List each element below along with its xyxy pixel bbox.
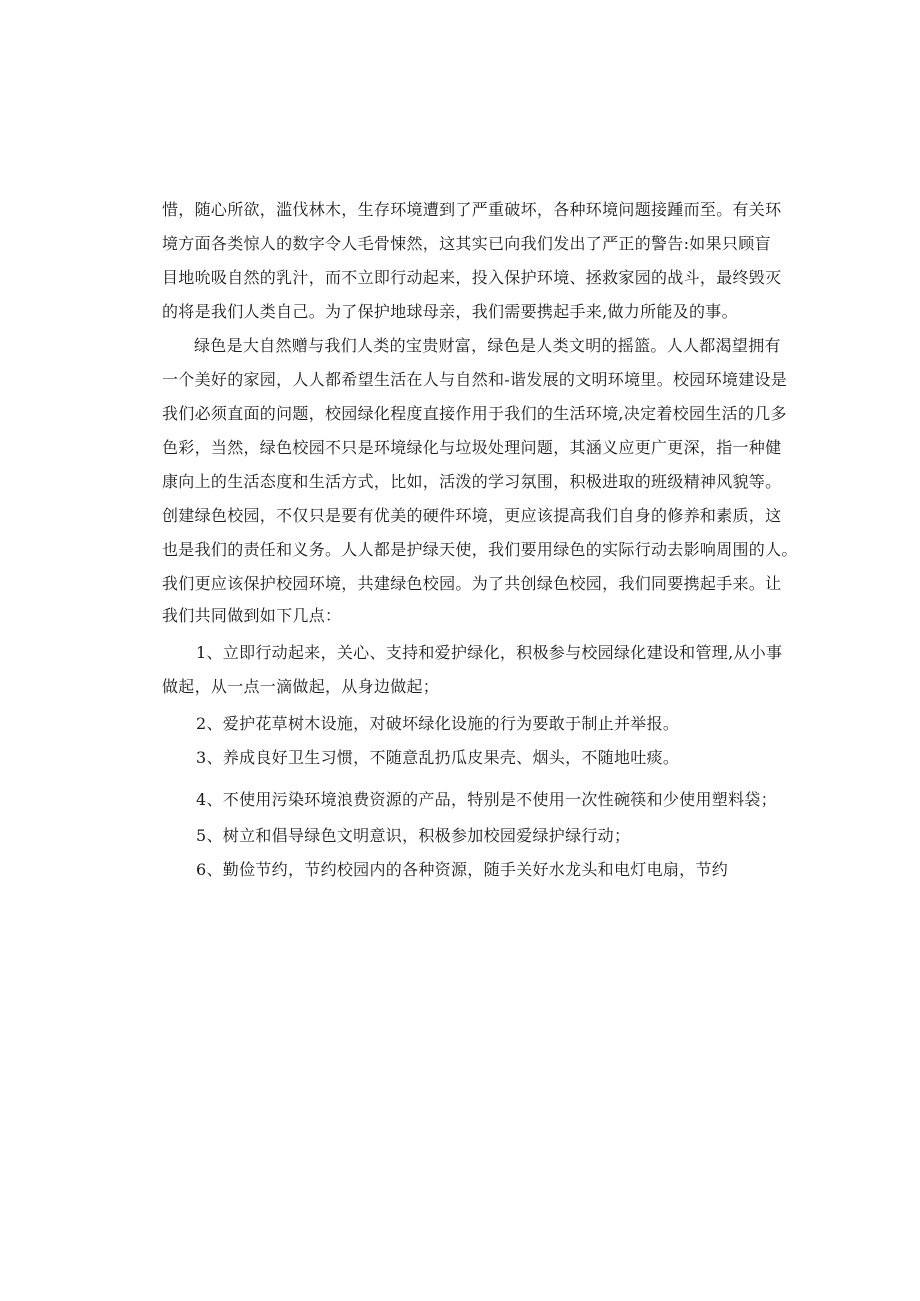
text-line: 境方面各类惊人的数字令人毛骨悚然，这其实已向我们发出了严正的警告:如果只顾盲 xyxy=(162,234,771,253)
text-line: 目地吮吸自然的乳汁，而不立即行动起来，投入保护环境、拯救家园的战斗，最终毁灭 xyxy=(162,268,782,287)
text-line: 创建绿色校园，不仅只是要有优美的硬件环境，更应该提高我们自身的修养和素质，这 xyxy=(162,506,782,525)
list-item-2: 2、爱护花草树木设施，对破坏绿化设施的行为要敢于制止并举报。 xyxy=(196,714,680,733)
text-line: 惜，随心所欲，滥伐林木，生存环境遭到了严重破坏，各种环境问题接踵而至。有关环 xyxy=(162,200,782,219)
list-item-1-continued: 做起，从一点一滴做起，从身边做起； xyxy=(162,677,440,696)
list-item-4: 4、不使用污染环境浪费资源的产品，特别是不使用一次性碗筷和少使用塑料袋； xyxy=(196,790,777,809)
text-line: 我们必须直面的问题，校园绿化程度直接作用于我们的生活环境,决定着校园生活的几多 xyxy=(162,404,787,423)
text-line: 我们共同做到如下几点： xyxy=(162,606,342,625)
list-item-1: 1、立即行动起来，关心、支持和爱护绿化，积极参与校园绿化建设和管理,从小事 xyxy=(196,643,783,662)
text-line: 我们更应该保护校园环境，共建绿色校园。为了共创绿色校园，我们同要携起手来。让 xyxy=(162,574,782,593)
paragraph-first-line: 绿色是大自然赠与我们人类的宝贵财富，绿色是人类文明的摇篮。人人都渴望拥有 xyxy=(194,336,781,355)
text-line: 色彩，当然，绿色校园不只是环境绿化与垃圾处理问题，其涵义应更广更深，指一种健 xyxy=(162,438,782,457)
text-line: 一个美好的家园，人人都希望生活在人与自然和-谐发展的文明环境里。校园环境建设是 xyxy=(162,370,788,389)
text-line: 的将是我们人类自己。为了保护地球母亲，我们需要携起手来,做力所能及的事。 xyxy=(162,302,738,321)
text-line: 康向上的生活态度和生活方式，比如，活泼的学习氛围，积极进取的班级精神风貌等。 xyxy=(162,472,782,491)
list-item-6: 6、勤俭节约，节约校园内的各种资源，随手关好水龙头和电灯电扇，节约 xyxy=(196,860,729,879)
list-item-5: 5、树立和倡导绿色文明意识，积极参加校园爱绿护绿行动； xyxy=(196,826,631,845)
list-item-3: 3、养成良好卫生习惯，不随意乱扔瓜皮果壳、烟头，不随地吐痰。 xyxy=(196,748,680,767)
text-line: 也是我们的责任和义务。人人都是护绿天使，我们要用绿色的实际行动去影响周围的人。 xyxy=(162,540,798,559)
